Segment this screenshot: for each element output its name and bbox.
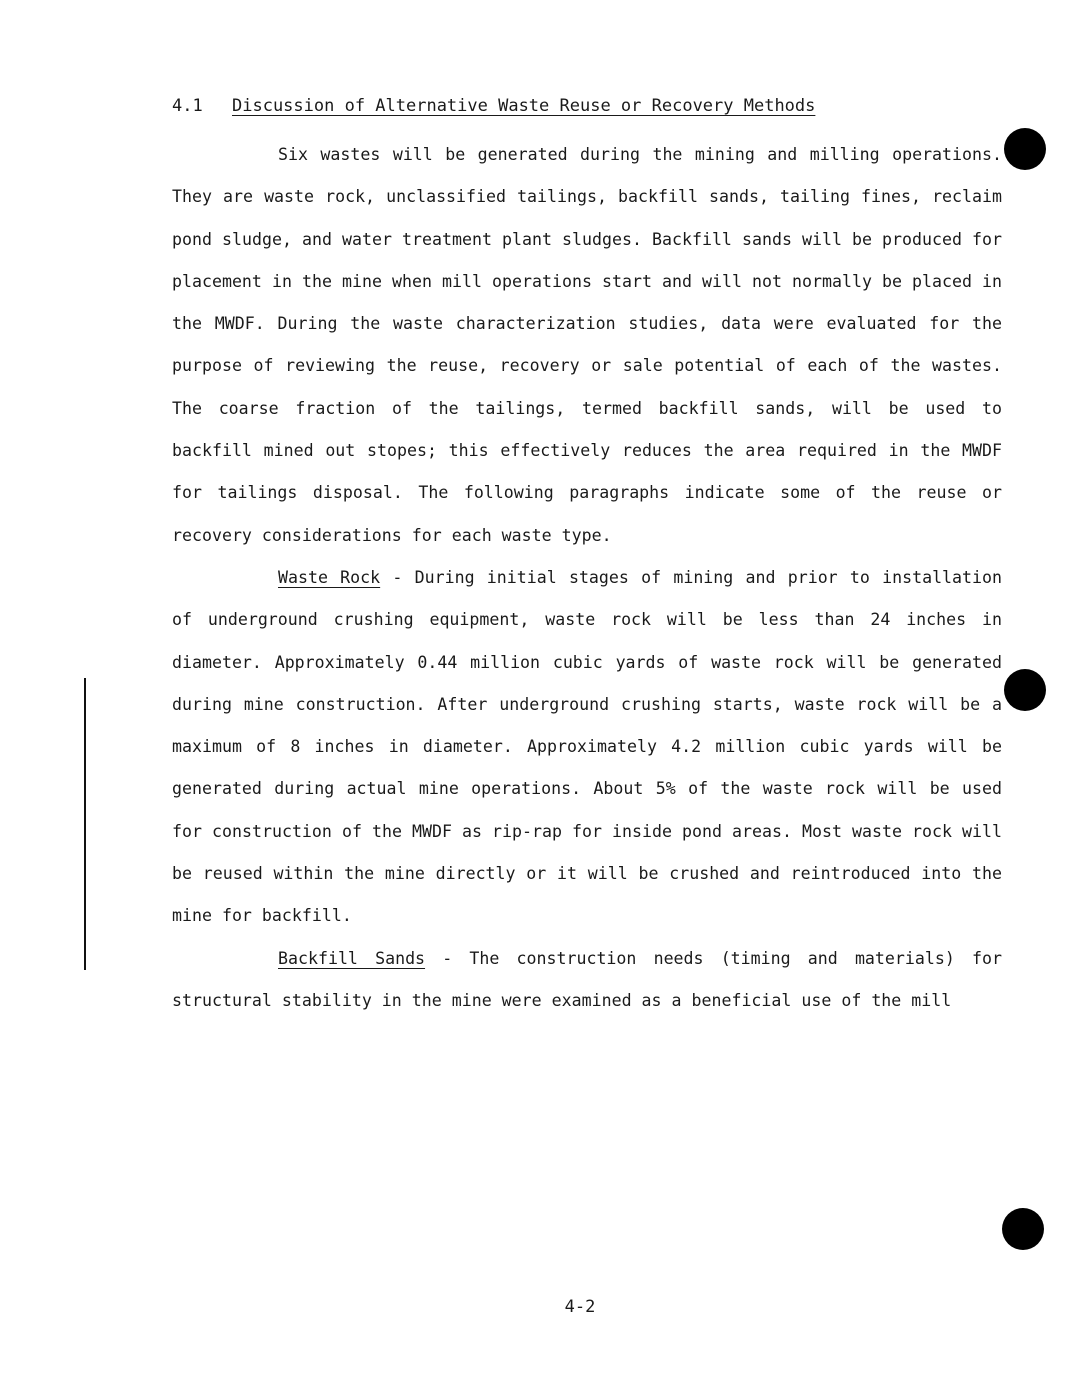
punch-hole-top	[1004, 128, 1046, 170]
backfill-sands-heading: Backfill Sands	[278, 948, 426, 968]
revision-change-bar	[84, 678, 86, 970]
punch-hole-bottom	[1002, 1208, 1044, 1250]
page-number: 4-2	[564, 1297, 596, 1317]
section-title: Discussion of Alternative Waste Reuse or Recovery Methods	[232, 96, 816, 116]
waste-rock-heading: Waste Rock	[278, 567, 381, 587]
waste-rock-text: - During initial stages of mining and prior to installation of underground crushing equipment, waste rock will be less than 24 inches in diameter. Approximately 0.44 million cubic yards of waste rock will be generated during mine construction. After underground crushing starts, waste rock will be a maximum of 8 inches in diameter. Approximately 4.2 million cubic yards will be generated during actual mine operations. About 5% of the waste rock will be used for construction of the MWDF as rip-rap for inside pond areas. Most waste rock will be reused within the mine directly or it will be crushed and reintroduced into the mine for backfill.	[172, 567, 1003, 926]
punch-hole-middle	[1004, 669, 1046, 711]
backfill-sands-paragraph	[172, 938, 1002, 1023]
waste-rock-paragraph	[172, 557, 1002, 938]
body-text	[172, 134, 1002, 1022]
intro-paragraph: Six wastes will be generated during the mining and milling operations. They are waste rock, unclassified tailings, backfill sands, tailing fines, reclaim pond sludge, and water treatment plant sludges. Backfill sands will be produced for placement in the mine when mill operations start and will not normally be placed in the MWDF. During the waste characterization studies, data were evaluated for the purpose of reviewing the reuse, recovery or sale potential of each of the wastes. The coarse fraction of the tailings, termed backfill sands, will be used to backfill mined out stopes; this effectively reduces the area required in the MWDF for tailings disposal. The following paragraphs indicate some of the reuse or recovery considerations for each waste type.	[172, 145, 1002, 545]
backfill-sands-text: - The construction needs (timing and materials) for structural stability in the mine were examined as a beneficial use of the mill	[172, 948, 1002, 1010]
section-heading	[172, 94, 815, 118]
section-number: 4.1	[172, 96, 203, 116]
